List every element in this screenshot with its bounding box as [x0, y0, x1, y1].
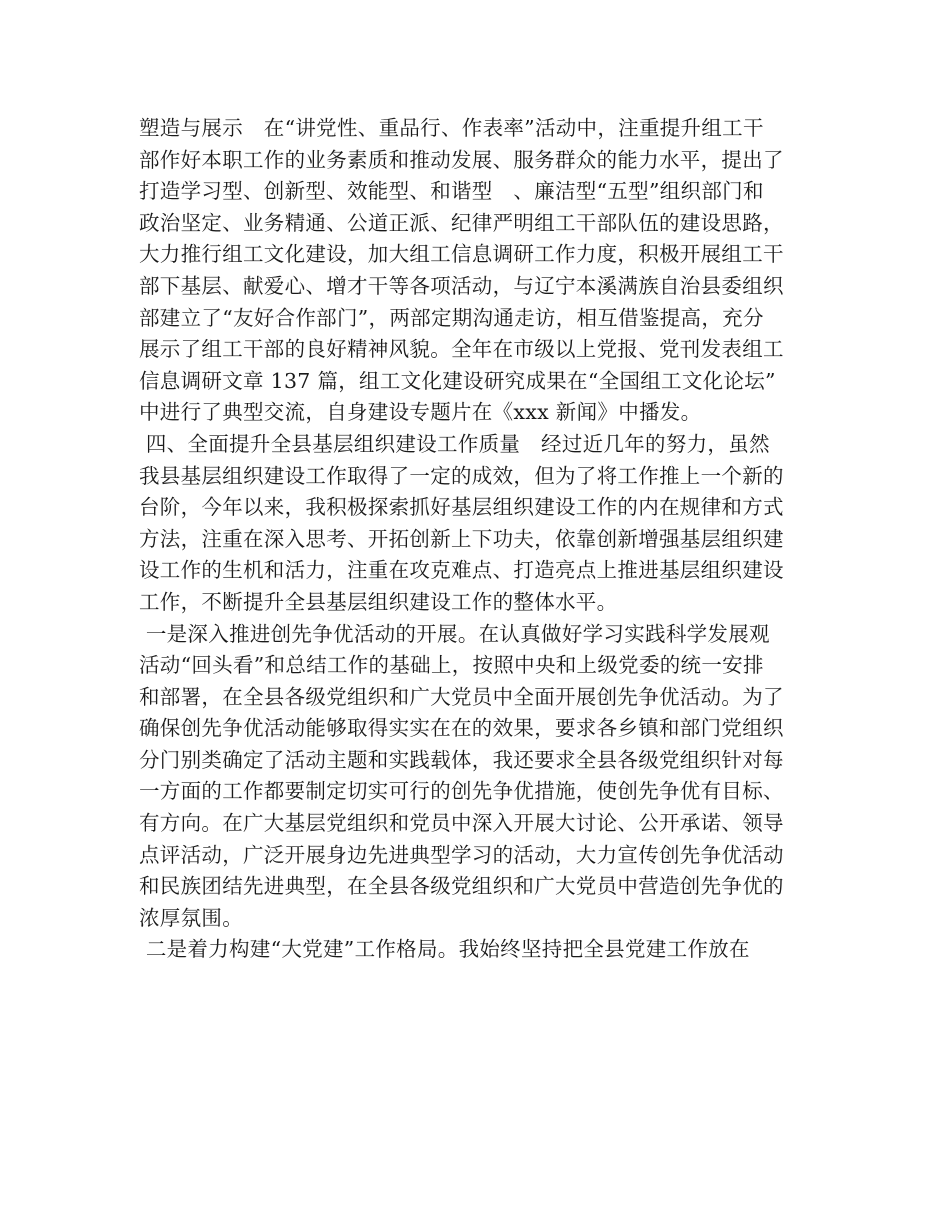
text-line: 四、全面提升全县基层组织建设工作质量 经过近几年的努力，虽然 [139, 431, 770, 456]
text-line: 我县基层组织建设工作取得了一定的成效，但为了将工作推上一个新的 [139, 463, 784, 488]
text-line: 展示了组工干部的良好精神风貌。全年在市级以上党报、党刊发表组工 [139, 337, 784, 362]
text-line: 二是着力构建“大党建”工作格局。我始终坚持把全县党建工作放在 [139, 937, 750, 962]
text-line: 点评活动，广泛开展身边先进典型学习的活动，大力宣传创先争优活动 [139, 842, 784, 867]
text-line: 塑造与展示 在“讲党性、重品行、作表率”活动中，注重提升组工干 [139, 116, 764, 140]
text-line: 和民族团结先进典型，在全县各级党组织和广大党员中营造创先争优的 [139, 874, 784, 899]
text-line: 一方面的工作都要制定切实可行的创先争优措施，使创先争优有目标、 [139, 779, 784, 804]
text-line: 大力推行组工文化建设，加大组工信息调研工作力度，积极开展组工干 [139, 242, 784, 267]
text-line: 中进行了典型交流，自身建设专题片在《xxx 新闻》中播发。 [139, 400, 702, 425]
text-line: 确保创先争优活动能够取得实实在在的效果，要求各乡镇和部门党组织 [139, 716, 784, 741]
text-line: 设工作的生机和活力，注重在攻克难点、打造亮点上推进基层组织建设 [139, 558, 784, 583]
text-line: 政治坚定、业务精通、公道正派、纪律严明组工干部队伍的建设思路， [139, 210, 784, 235]
text-line: 部建立了“友好合作部门”，两部定期沟通走访，相互借鉴提高，充分 [139, 305, 764, 330]
text-line: 分门别类确定了活动主题和实践载体，我还要求全县各级党组织针对每 [139, 747, 784, 772]
text-line: 活动“回头看”和总结工作的基础上，按照中央和上级党委的统一安排 [139, 653, 764, 678]
text-line: 部作好本职工作的业务素质和推动发展、服务群众的能力水平，提出了 [139, 147, 784, 172]
text-line: 方法，注重在深入思考、开拓创新上下功夫，依靠创新增强基层组织建 [139, 526, 784, 551]
text-line: 和部署，在全县各级党组织和广大党员中全面开展创先争优活动。为了 [139, 684, 784, 709]
text-line: 有方向。在广大基层党组织和党员中深入开展大讨论、公开承诺、领导 [139, 811, 784, 836]
text-line: 部下基层、献爱心、增才干等各项活动，与辽宁本溪满族自治县委组织 [139, 273, 784, 298]
document-body [139, 113, 819, 966]
text-line: 工作，不断提升全县基层组织建设工作的整体水平。 [139, 589, 618, 614]
text-line: 信息调研文章 137 篇，组工文化建设研究成果在“全国组工文化论坛” [139, 368, 776, 393]
text-line: 台阶，今年以来，我积极探索抓好基层组织建设工作的内在规律和方式 [139, 495, 784, 520]
text-line: 打造学习型、创新型、效能型、和谐型 、廉洁型“五型”组织部门和 [139, 179, 764, 204]
text-line: 一是深入推进创先争优活动的开展。在认真做好学习实践科学发展观 [139, 621, 770, 646]
text-line: 浓厚氛围。 [139, 905, 243, 930]
